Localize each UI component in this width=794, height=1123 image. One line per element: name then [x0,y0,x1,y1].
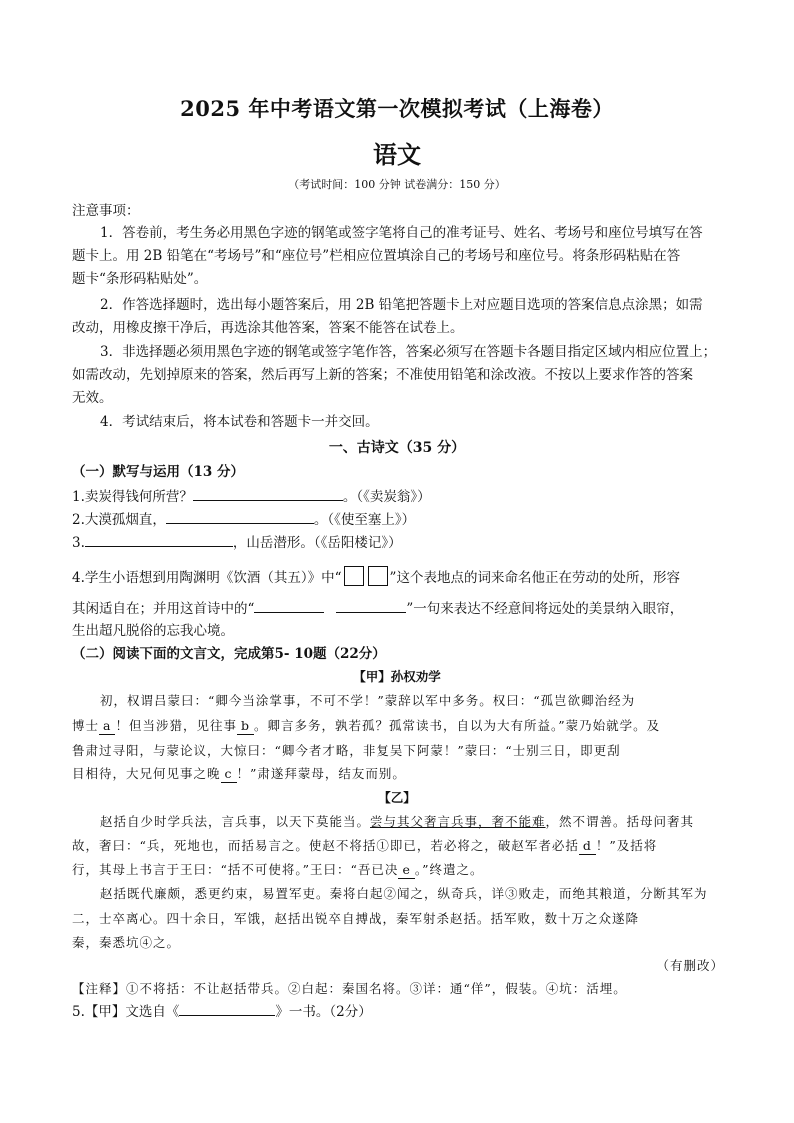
note-1-line-2: 题卡上。用 2B 铅笔在“考场号”和“座位号”栏相应位置填涂自己的考场号和座位号。将条形码粘贴在答 [72,248,681,264]
passage-b-line-5: 二，士卒离心。四十余日，军饿，赵括出锐卒自搏战，秦军射杀赵括。括军败，数十万之众遂降 [72,911,640,926]
note-4: 4．考试结束后，将本试卷和答题卡一并交回。 [100,414,379,430]
blank-c[interactable]: c [221,766,237,783]
annotations: 【注释】①不将括：不让赵括带兵。②白起：秦国名将。③详：通“佯”，假装。④坑：活埋。 [72,981,627,996]
passage-a-text: ！但当涉猎，见往事 [115,718,237,733]
source-note: （有删改） [656,958,724,973]
passage-a-line-2 [72,715,724,737]
q4-prefix: 4.学生小语想到用陶渊明《饮酒（其五）》中“ [72,570,342,586]
part-1-heading: （一）默写与运用（13 分） [72,464,244,480]
q5-prefix: 5.【甲】文选自《 [72,1004,180,1020]
exam-info: （考试时间：100 分钟 试卷满分：150 分） [288,178,506,191]
question-4-line-2 [72,597,724,620]
q4-line2-suffix: ”一句来表达不经意间将远处的美景纳入眼帘， [406,601,684,617]
section-1-heading: 一、古诗文（35 分） [328,440,466,456]
q3-suffix: ，山岳潜形。（《岳阳楼记》） [232,535,402,551]
passage-b-underlined-sentence: 尝与其父奢言兵事，奢不能难 [370,814,546,829]
subject-title: 语文 [373,140,421,169]
q4-line2-prefix: 其闲适自在；并用这首诗中的“ [72,601,255,617]
note-2-line-1: 2．作答选择题时，选出每小题答案后，用 2B 铅笔把答题卡上对应题目选项的答案信息点涂黑；如需 [100,297,703,313]
note-3-line-3: 无效。 [72,390,113,406]
q1-prefix: 1.卖炭得钱何所营？ [72,489,193,505]
note-3-line-2: 如需改动，先划掉原来的答案，然后再写上新的答案；不准使用铅笔和涂改液。不按以上要求作答的答案 [72,367,693,383]
passage-a-text: 。卿言多务，孰若孤？孤常读书，自以为大有所益。”蒙乃始就学。及 [254,718,661,733]
q3-answer-blank[interactable] [85,531,233,547]
question-5 [72,1000,724,1023]
passage-a-text: ！”肃遂拜蒙母，结友而别。 [236,766,406,781]
passage-b-text: 行，其母上书言于王曰：“括不可使将。”王曰：“吾已决 [72,862,399,877]
blank-b[interactable]: b [237,718,254,735]
note-2-line-2: 改动，用橡皮擦干净后，再选涂其他答案，答案不能答在试卷上。 [72,320,464,336]
q3-prefix: 3. [72,535,85,551]
question-1 [72,485,724,508]
question-2 [72,508,724,531]
passage-b-text: 。”终遣之。 [414,862,484,877]
passage-b-text: ，然不谓善。括母问奢其 [545,814,695,829]
passage-a-text: 博士 [72,718,100,733]
note-1-line-1: 1．答卷前，考生务必用黑色字迹的钢笔或签字笔将自己的准考证号、姓名、考场号和座位号填写在答 [100,225,703,241]
note-1-line-3: 题卡“条形码粘贴处”。 [72,271,208,287]
q2-suffix: 。（《使至塞上》） [313,512,416,528]
q4-suffix: ”这个表地点的词来命名他正在劳动的处所，形容 [389,570,680,586]
q2-answer-blank[interactable] [166,508,314,524]
question-4-line-3: 生出超凡脱俗的忘我心境。 [72,623,234,639]
passage-b-title: 【乙】 [378,790,416,805]
note-3-line-1: 3．非选择题必须用黑色字迹的钢笔或签字笔作答，答案必须写在答题卡各题目指定区域内相应位置上； [100,344,717,360]
passage-b-text: 故，奢曰：“兵，死地也，而括易言之。使赵不将括①即已，若必将之，破赵军者必括 [72,838,579,853]
passage-b-line-6: 秦，秦悉坑④之。 [72,935,181,950]
page-title: 2025 年中考语文第一次模拟考试（上海卷） [180,96,614,121]
passage-b-line-4: 赵括既代廉颇，悉更约束，易置军吏。秦将白起②闻之，纵奇兵，详③败走，而绝其粮道，分断其军为 [100,886,708,901]
passage-a-line-3: 鲁肃过寻阳，与蒙论议，大惊曰：“卿今者才略，非复吴下阿蒙！”蒙曰：“士别三日，即更刮 [72,743,621,758]
q1-suffix: 。（《卖炭翁》） [342,489,431,505]
passage-a-line-4 [72,763,724,785]
q4-char-box-1[interactable] [344,566,364,586]
passage-a-text: 目相待，大兄何见事之晚 [72,766,221,781]
passage-b-text: 赵括自少时学兵法，言兵事，以天下莫能当。 [100,814,371,829]
question-3 [72,531,724,554]
part-2-heading: （二）阅读下面的文言文，完成第5- 10题（22分） [72,646,386,662]
blank-e[interactable]: e [398,862,414,879]
passage-a-title: 【甲】孙权劝学 [353,669,441,684]
question-4-line-1 [72,566,724,589]
passage-a-line-1: 初，权谓吕蒙曰：“卿今当涂掌事，不可不学！”蒙辞以军中多务。权曰：“孤岂欲卿治经为 [100,693,636,708]
passage-b-line-2 [72,835,724,857]
q4-answer-blank-1[interactable] [254,597,324,613]
passage-b-line-3 [72,859,724,881]
blank-d[interactable]: d [579,838,596,855]
q1-answer-blank[interactable] [193,485,343,501]
q5-suffix: 》一书。（2分） [275,1004,372,1020]
q4-answer-blank-2[interactable] [336,597,406,613]
q2-prefix: 2.大漠孤烟直， [72,512,166,528]
notes-heading: 注意事项： [72,203,140,219]
passage-b-line-1 [100,811,724,833]
blank-a[interactable]: a [99,718,115,735]
q4-char-box-2[interactable] [368,566,388,586]
passage-b-text: ！”及括将 [595,838,658,853]
q5-answer-blank[interactable] [179,1000,275,1016]
